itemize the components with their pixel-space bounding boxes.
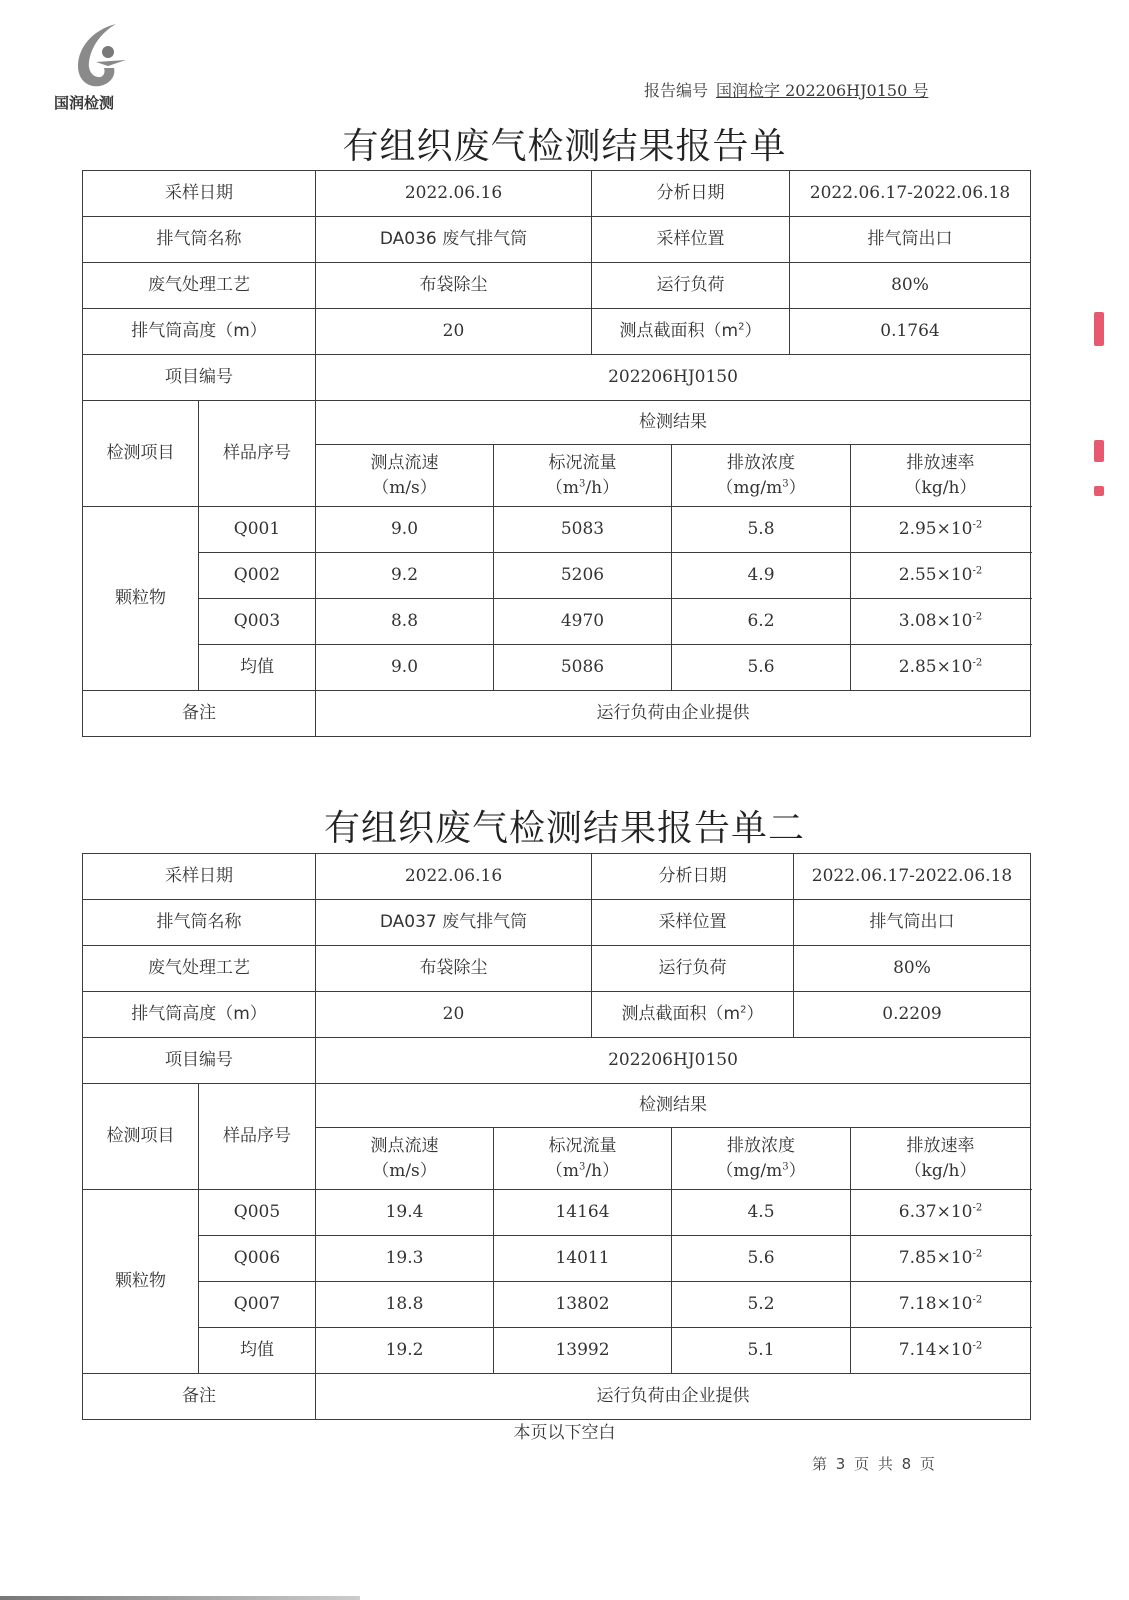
- label-stack-name: 排气筒名称: [83, 900, 316, 946]
- label-sampling-position: 采样位置: [592, 900, 794, 946]
- page-number: 第 3 页 共 8 页: [812, 1455, 935, 1473]
- pollutant-name: 颗粒物: [83, 1190, 199, 1374]
- header-emission-rate: 排放速率 （kg/h）: [851, 445, 1031, 507]
- header-flow: 标况流量 $(m^3/h)$: [494, 1128, 672, 1190]
- value-section-area: 0.2209: [794, 992, 1031, 1038]
- report-title-1: 有组织废气检测结果报告单: [342, 126, 787, 167]
- header-velocity: 测点流速 （m/s）: [316, 445, 494, 507]
- emission-rate-value: $3.08\times 10^{-2}$: [851, 599, 1031, 645]
- sample-id: Q007: [199, 1282, 316, 1328]
- concentration-value: 5.6: [672, 1236, 851, 1282]
- sample-id: 均值: [199, 1328, 316, 1374]
- table-row: [83, 507, 1031, 553]
- header-test-results: 检测结果: [316, 401, 1031, 445]
- label-section-area: 测点截面积$(m^2)$: [592, 992, 794, 1038]
- header-velocity: 测点流速 （m/s）: [316, 1128, 494, 1190]
- label-section-area: 测点截面积$(m^2)$: [592, 309, 790, 355]
- table-row: [83, 1236, 1031, 1282]
- value-operating-load: 80%: [794, 946, 1031, 992]
- flow-value: 5206: [494, 553, 672, 599]
- sample-id: Q006: [199, 1236, 316, 1282]
- value-remarks: 运行负荷由企业提供: [316, 691, 1031, 737]
- company-logo: [50, 22, 150, 117]
- velocity-value: 9.2: [316, 553, 494, 599]
- label-analysis-date: 分析日期: [592, 854, 794, 900]
- label-stack-name: 排气筒名称: [83, 217, 316, 263]
- value-stack-height: 20: [316, 309, 592, 355]
- label-stack-height: 排气筒高度（m）: [83, 309, 316, 355]
- sample-id: Q002: [199, 553, 316, 599]
- emission-rate-value: $2.85\times 10^{-2}$: [851, 645, 1031, 691]
- emission-rate-value: $7.14\times 10^{-2}$: [851, 1328, 1031, 1374]
- value-project-no: 202206HJ0150: [316, 1038, 1031, 1084]
- label-project-no: 项目编号: [83, 355, 316, 401]
- label-operating-load: 运行负荷: [592, 263, 790, 309]
- value-stack-name: DA037 废气排气筒: [316, 900, 592, 946]
- label-sampling-date: 采样日期: [83, 854, 316, 900]
- value-stack-height: 20: [316, 992, 592, 1038]
- table-row-average: [83, 1328, 1031, 1374]
- sample-id: 均值: [199, 645, 316, 691]
- concentration-value: 5.1: [672, 1328, 851, 1374]
- table-row: [83, 1190, 1031, 1236]
- label-operating-load: 运行负荷: [592, 946, 794, 992]
- emission-rate-value: $6.37\times 10^{-2}$: [851, 1190, 1031, 1236]
- header-concentration: 排放浓度 $(mg/m^3)$: [672, 445, 851, 507]
- seal-fragment-icon: [1094, 486, 1104, 496]
- sample-id: Q001: [199, 507, 316, 553]
- value-section-area: 0.1764: [790, 309, 1031, 355]
- logo-mark-icon: [64, 22, 134, 90]
- header-concentration: 排放浓度 $(mg/m^3)$: [672, 1128, 851, 1190]
- flow-value: 4970: [494, 599, 672, 645]
- label-remarks: 备注: [83, 1374, 316, 1420]
- velocity-value: 19.4: [316, 1190, 494, 1236]
- flow-value: 5083: [494, 507, 672, 553]
- report-table-1: [82, 170, 1031, 737]
- value-sampling-date: 2022.06.16: [316, 854, 592, 900]
- header-sample-no: 样品序号: [199, 1084, 316, 1190]
- scan-edge: [0, 1596, 360, 1600]
- header-test-item: 检测项目: [83, 401, 199, 507]
- velocity-value: 9.0: [316, 507, 494, 553]
- label-treatment-process: 废气处理工艺: [83, 263, 316, 309]
- sample-id: Q003: [199, 599, 316, 645]
- emission-rate-value: $7.18\times 10^{-2}$: [851, 1282, 1031, 1328]
- value-analysis-date: 2022.06.17-2022.06.18: [794, 854, 1031, 900]
- velocity-value: 8.8: [316, 599, 494, 645]
- value-treatment-process: 布袋除尘: [316, 263, 592, 309]
- emission-rate-value: $7.85\times 10^{-2}$: [851, 1236, 1031, 1282]
- flow-value: 13802: [494, 1282, 672, 1328]
- value-project-no: 202206HJ0150: [316, 355, 1031, 401]
- concentration-value: 4.5: [672, 1190, 851, 1236]
- velocity-value: 18.8: [316, 1282, 494, 1328]
- table-row-average: [83, 645, 1031, 691]
- header-test-item: 检测项目: [83, 1084, 199, 1190]
- velocity-value: 19.2: [316, 1328, 494, 1374]
- flow-value: 5086: [494, 645, 672, 691]
- emission-rate-value: $2.95\times 10^{-2}$: [851, 507, 1031, 553]
- blank-below-note: 本页以下空白: [513, 1423, 616, 1443]
- table-row: [83, 553, 1031, 599]
- value-sampling-position: 排气筒出口: [794, 900, 1031, 946]
- concentration-value: 6.2: [672, 599, 851, 645]
- value-analysis-date: 2022.06.17-2022.06.18: [790, 171, 1031, 217]
- company-name: 国润检测: [54, 94, 115, 112]
- report-table-2: [82, 853, 1031, 1420]
- seal-fragment-icon: [1094, 440, 1104, 462]
- header-emission-rate: 排放速率 （kg/h）: [851, 1128, 1031, 1190]
- value-operating-load: 80%: [790, 263, 1031, 309]
- value-sampling-position: 排气筒出口: [790, 217, 1031, 263]
- sample-id: Q005: [199, 1190, 316, 1236]
- label-sampling-date: 采样日期: [83, 171, 316, 217]
- concentration-value: 5.6: [672, 645, 851, 691]
- header-sample-no: 样品序号: [199, 401, 316, 507]
- label-treatment-process: 废气处理工艺: [83, 946, 316, 992]
- concentration-value: 5.2: [672, 1282, 851, 1328]
- header-test-results: 检测结果: [316, 1084, 1031, 1128]
- report-number-value: 国润检字 202206HJ0150 号: [716, 81, 929, 100]
- velocity-value: 19.3: [316, 1236, 494, 1282]
- pollutant-name: 颗粒物: [83, 507, 199, 691]
- table-row: [83, 599, 1031, 645]
- concentration-value: 5.8: [672, 507, 851, 553]
- label-analysis-date: 分析日期: [592, 171, 790, 217]
- header-flow: 标况流量 $(m^3/h)$: [494, 445, 672, 507]
- report-title-2: 有组织废气检测结果报告单二: [323, 808, 805, 849]
- velocity-value: 9.0: [316, 645, 494, 691]
- label-stack-height: 排气筒高度（m）: [83, 992, 316, 1038]
- table-row: [83, 1282, 1031, 1328]
- flow-value: 14011: [494, 1236, 672, 1282]
- label-remarks: 备注: [83, 691, 316, 737]
- label-sampling-position: 采样位置: [592, 217, 790, 263]
- flow-value: 13992: [494, 1328, 672, 1374]
- flow-value: 14164: [494, 1190, 672, 1236]
- seal-fragment-icon: [1094, 312, 1104, 346]
- value-sampling-date: 2022.06.16: [316, 171, 592, 217]
- label-project-no: 项目编号: [83, 1038, 316, 1084]
- concentration-value: 4.9: [672, 553, 851, 599]
- emission-rate-value: $2.55\times 10^{-2}$: [851, 553, 1031, 599]
- report-number: [644, 78, 928, 101]
- value-remarks: 运行负荷由企业提供: [316, 1374, 1031, 1420]
- value-stack-name: DA036 废气排气筒: [316, 217, 592, 263]
- report-number-label: 报告编号: [644, 81, 709, 100]
- value-treatment-process: 布袋除尘: [316, 946, 592, 992]
